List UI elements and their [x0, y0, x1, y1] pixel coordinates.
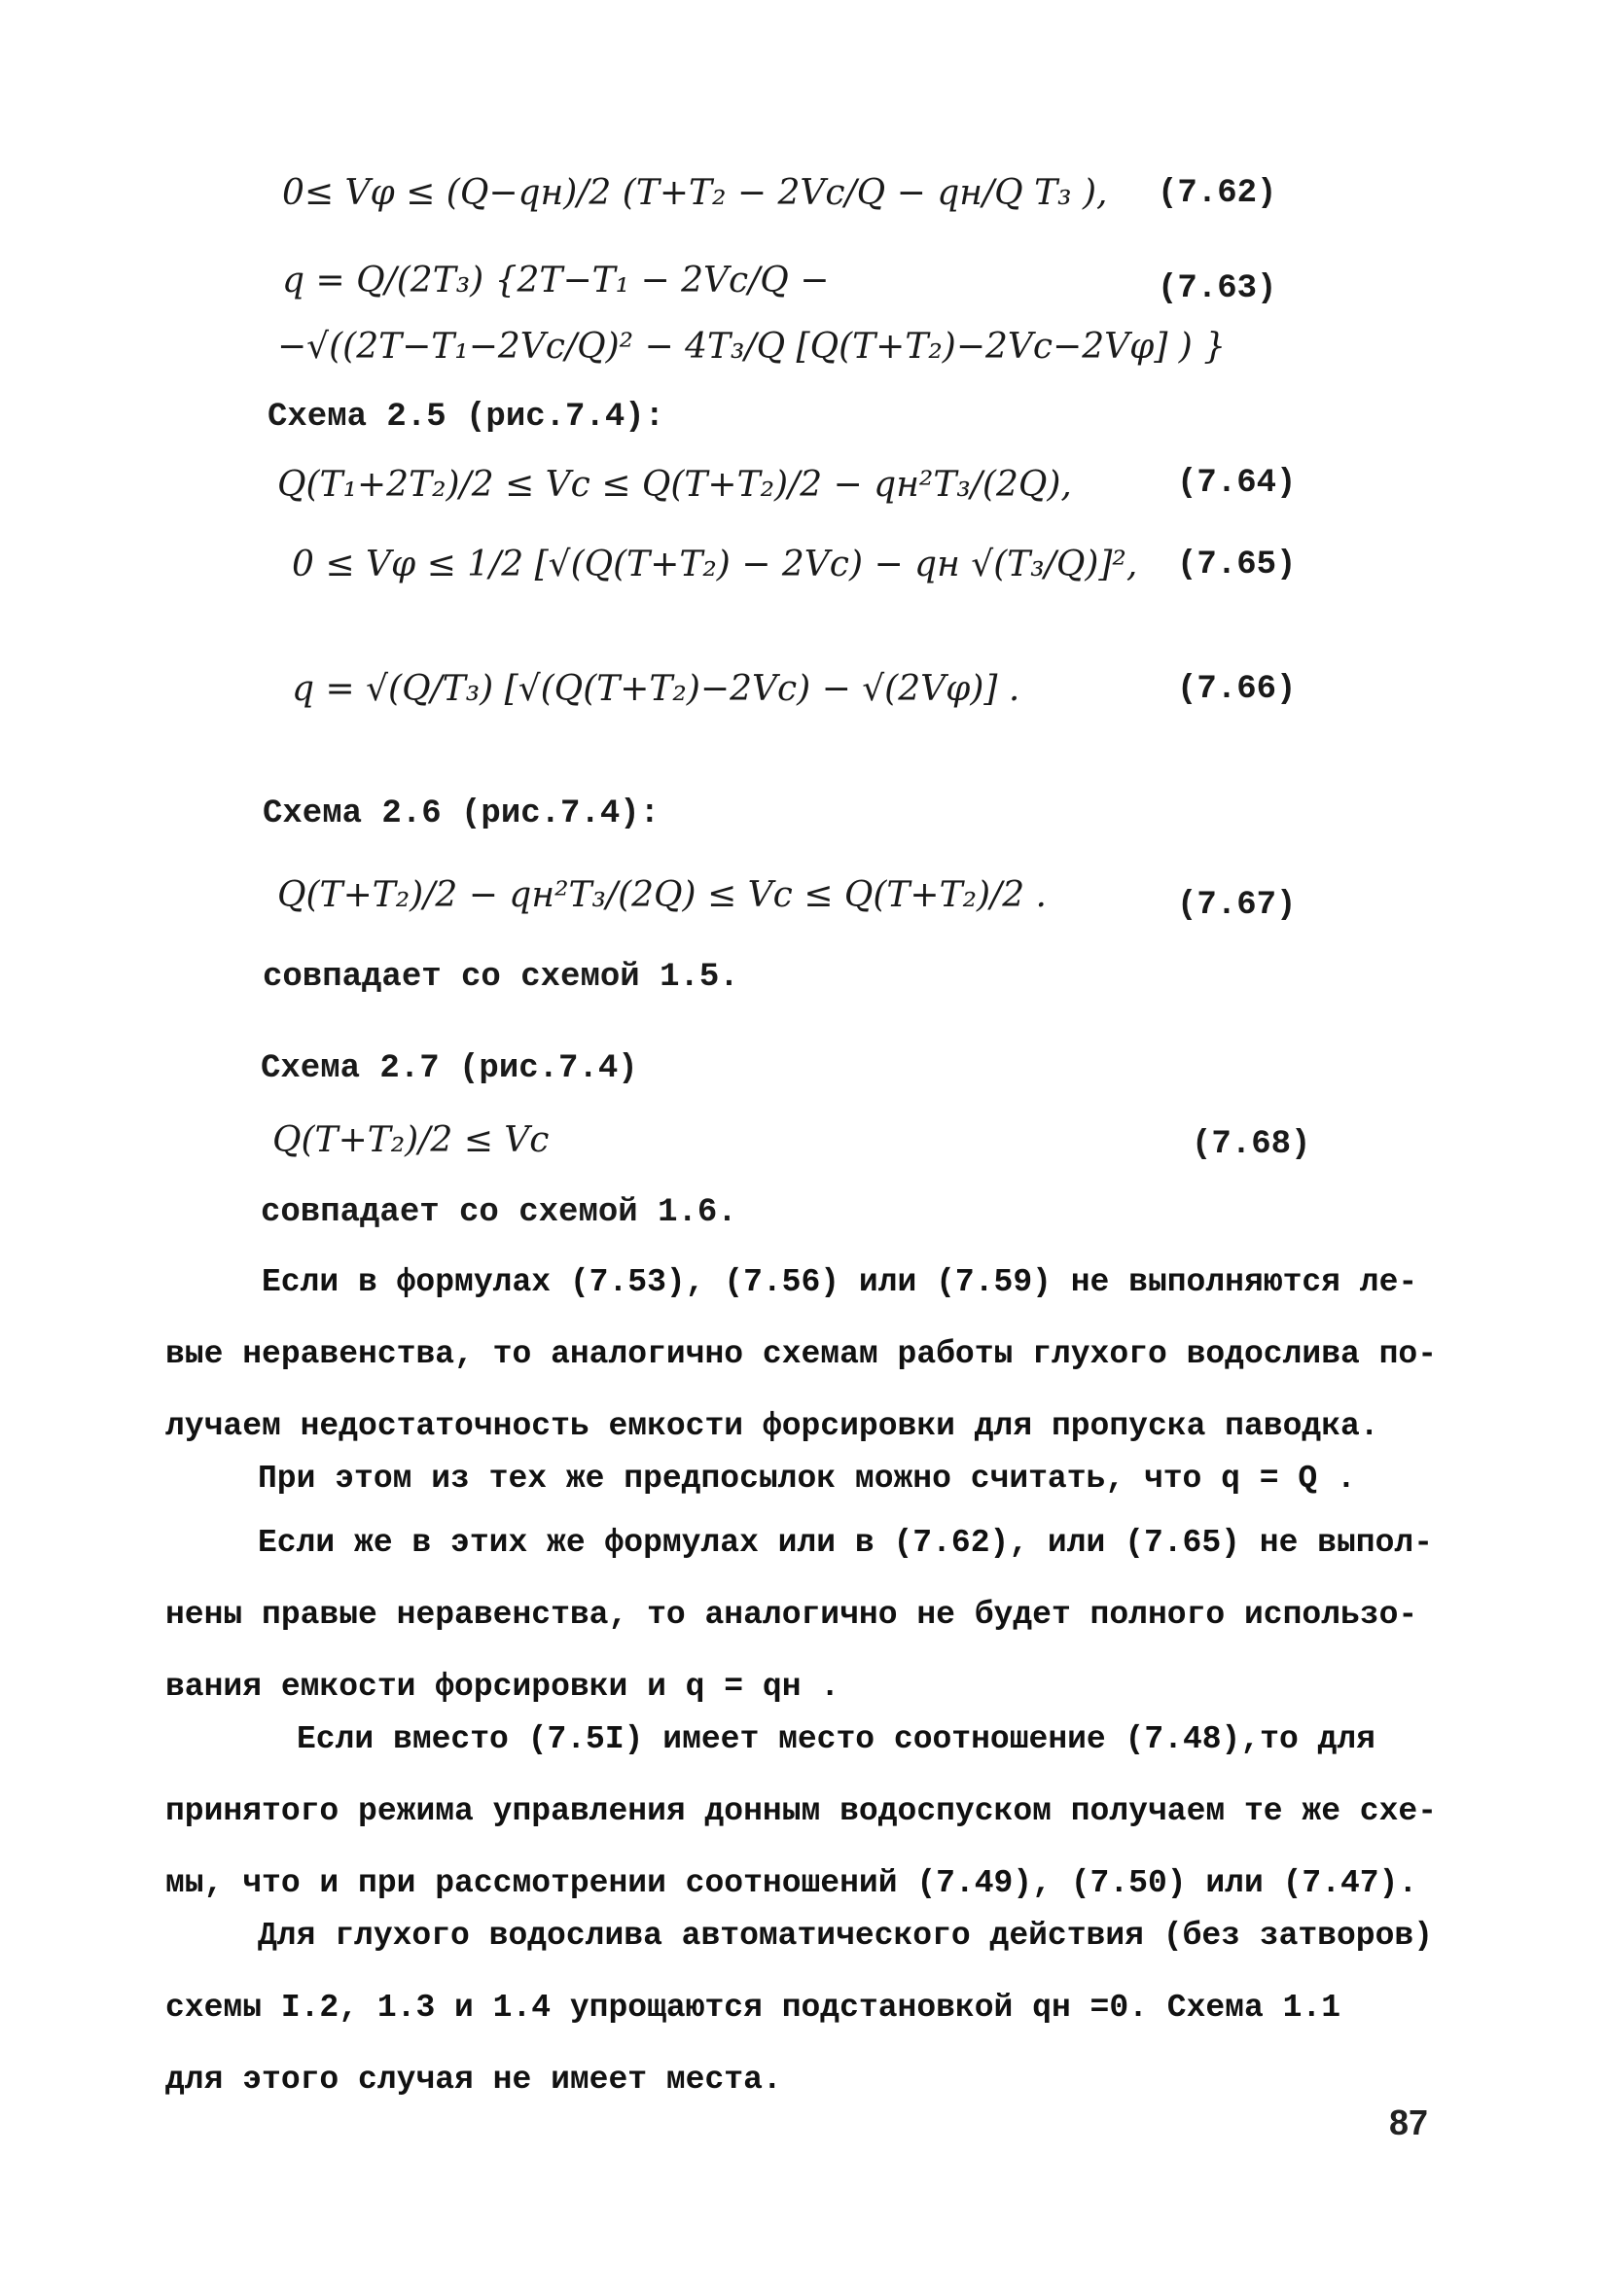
heading-scheme-2-5: Схема 2.5 (рис.7.4):	[268, 399, 665, 436]
heading-scheme-2-6: Схема 2.6 (рис.7.4):	[263, 795, 661, 832]
equation-number-7-64: (7.64)	[1177, 465, 1297, 502]
paragraph-q-equals-Q	[258, 1443, 1435, 1515]
equation-number-7-62: (7.62)	[1158, 175, 1277, 212]
text-line: Если же в этих же формулах или в (7.62), или (7.65) не выпол-	[258, 1525, 1433, 1561]
equation-number-7-63: (7.63)	[1158, 270, 1277, 307]
equation-7-63-line1: q = Q/(2T₃) {2T−T₁ − 2Vc/Q −	[282, 261, 830, 300]
text-line: вания емкости форсировки и q = qн .	[165, 1669, 840, 1705]
equation-number-7-68: (7.68)	[1192, 1126, 1311, 1163]
text-line: Если в формулах (7.53), (7.56) или (7.59) не выполняются ле-	[262, 1264, 1418, 1300]
text-line: мы, что и при рассмотрении соотношений (7.49), (7.50) или (7.47).	[165, 1865, 1418, 1901]
text-line: нены правые неравенства, то аналогично не будет полного использо-	[165, 1597, 1418, 1633]
text-line: Для глухого водослива автоматического действия (без затворов)	[258, 1918, 1433, 1954]
text-line: для этого случая не имеет места.	[165, 2062, 782, 2098]
heading-scheme-2-7: Схема 2.7 (рис.7.4)	[261, 1050, 638, 1087]
equation-number-7-67: (7.67)	[1177, 887, 1297, 924]
equation-7-62: 0≤ Vφ ≤ (Q−qн)/2 (T+T₂ − 2Vc/Q − qн/Q T₃ ),	[282, 173, 1108, 213]
paragraph-automatic-spillway	[165, 1900, 1435, 2116]
text-line: При этом из тех же предпосылок можно считать, что q = Q .	[258, 1461, 1356, 1497]
equation-number-7-66: (7.66)	[1177, 671, 1297, 708]
text-line: схемы I.2, 1.3 и 1.4 упрощаются подстановкой qн =0. Схема 1.1	[165, 1990, 1340, 2026]
note-matches-scheme-1-6: совпадает со схемой 1.6.	[261, 1194, 737, 1231]
note-matches-scheme-1-5: совпадает со схемой 1.5.	[263, 959, 739, 996]
equation-7-65: 0 ≤ Vφ ≤ 1/2 [√(Q(T+T₂) − 2Vc) − qн √(T₃/Q)]²,	[292, 545, 1138, 584]
text-line: вые неравенства, то аналогично схемам работы глухого водослива по-	[165, 1336, 1438, 1372]
page-number: 87	[1389, 2102, 1429, 2142]
equation-7-64: Q(T₁+2T₂)/2 ≤ Vc ≤ Q(T+T₂)/2 − qн²T₃/(2Q),	[277, 465, 1072, 505]
paragraph-right-inequalities	[165, 1507, 1435, 1723]
text-line: Если вместо (7.5I) имеет место соотношение (7.48),то для	[297, 1721, 1375, 1757]
text-line: принятого режима управления донным водоспуском получаем те же схе-	[165, 1793, 1438, 1829]
equation-number-7-65: (7.65)	[1177, 547, 1297, 583]
paragraph-relation-7-48	[165, 1704, 1438, 1920]
equation-7-67: Q(T+T₂)/2 − qн²T₃/(2Q) ≤ Vc ≤ Q(T+T₂)/2 .	[277, 875, 1047, 915]
equation-7-66: q = √(Q/T₃) [√(Q(T+T₂)−2Vc) − √(2Vφ)] .	[292, 669, 1020, 709]
paragraph-left-inequalities	[165, 1247, 1438, 1463]
equation-7-63-line2: −√((2T−T₁−2Vc/Q)² − 4T₃/Q [Q(T+T₂)−2Vc−2Vφ] ) }	[277, 327, 1227, 367]
equation-7-68: Q(T+T₂)/2 ≤ Vc	[272, 1120, 550, 1160]
text-line: лучаем недостаточность емкости форсировки для пропуска паводка.	[165, 1408, 1379, 1444]
